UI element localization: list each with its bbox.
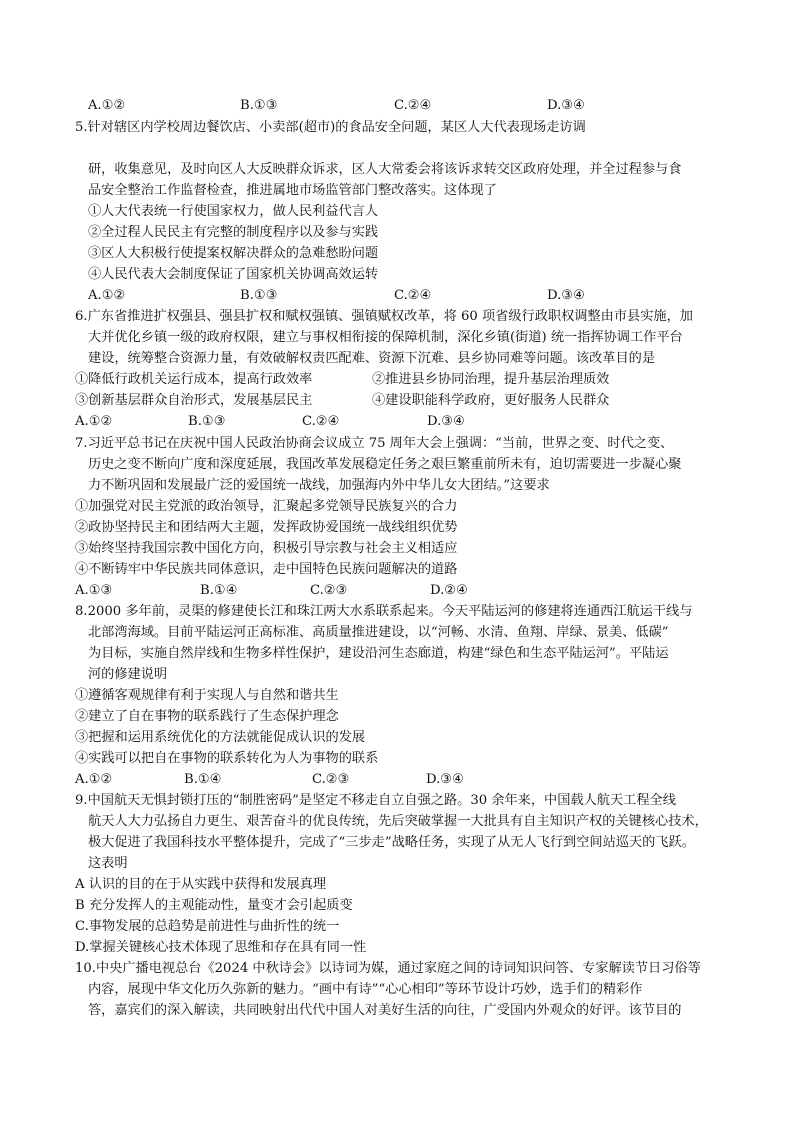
q8-statement: ④实践可以把自在事物的联系转化为人为事物的联系 [75,751,379,766]
q9-stem-line: 极大促进了我国科技水平整体提升，完成了“三步走”战略任务，实现了从无人飞行到空间站巡天的飞跃。 [88,835,695,850]
q8-option-d: D.③④ [426,772,464,787]
q5-statement: ④人民代表大会制度保证了国家机关协调高效运转 [88,267,379,282]
q6-stem-line: 6.广东省推进扩权强县、强县扩权和赋权强镇、强镇赋权改革，将 60 项省级行政职权调整由市县实施，加 [75,309,693,324]
q9-choice-d: D.掌握关键核心技术体现了思维和存在具有同一性 [75,940,367,955]
q4-option-d: D.③④ [547,98,585,113]
q5-stem-line: 研，收集意见，及时向区人大反映群众诉求，区人大常委会将该诉求转交区政府处理，并全过程参与食 [88,162,682,177]
q8-statement: ③把握和运用系统优化的方法就能促成认识的发展 [75,730,366,745]
q8-statement: ①遵循客观规律有利于实现人与自然和谐共生 [75,688,339,703]
q9-stem-line: 这表明 [88,856,128,871]
q9-stem-line: 9.中国航天无惧封锁打压的“制胜密码”是坚定不移走自立自强之路。30 余年来，中国载人航天工程全线 [75,793,676,808]
q8-option-c: C.②③ [312,772,350,787]
q5-option-b: B.①③ [240,288,278,303]
q6-statement: ③创新基层群众自治形式，发展基层民主 [75,393,313,408]
q5-option-a: A.①② [88,288,126,303]
q4-option-a: A.①② [88,98,126,113]
q10-stem-line: 10.中央广播电视总台《2024 中秋诗会》以诗词为媒，通过家庭之间的诗词知识问答、专家解读节日习俗等 [75,961,701,976]
q7-stem-line: 7.习近平总书记在庆祝中国人民政治协商会议成立 75 周年大会上强调：“当前，世界之变、时代之变、 [75,436,674,451]
q8-statement: ②建立了自在事物的联系践行了生态保护理念 [75,709,339,724]
q5-stem-line: 品安全整治工作监督检查，推进属地市场监管部门整改落实。这体现了 [88,183,497,198]
q8-option-b: B.①④ [184,772,222,787]
q7-option-c: C.②③ [310,583,348,598]
q6-stem-line: 大并优化乡镇一级的政府权限，建立与事权相衔接的保障机制，深化乡镇(街道) 统一指挥协调工作平台 [88,330,683,345]
q6-stem-line: 建设，统筹整合资源力量，有效破解权责匹配难、资源下沉难、县乡协同难等问题。该改革目的是 [88,351,656,366]
q9-choice-c: C.事物发展的总趋势是前进性与曲折性的统一 [75,919,340,934]
q6-statement: ①降低行政机关运行成本，提高行政效率 [75,372,313,387]
q8-stem-line: 8.2000 多年前，灵渠的修建使长江和珠江两大水系联系起来。今天平陆运河的修建将连通西江航运干线与 [75,604,693,619]
q4-option-b: B.①③ [240,98,278,113]
q9-choice-b: B 充分发挥人的主观能动性，量变才会引起质变 [75,898,353,913]
q8-stem-line: 河的修建说明 [88,667,168,682]
q7-stem-line: 历史之变不断向广度和深度延展，我国改革发展稳定任务之艰巨繁重前所未有，迫切需要进一步凝心聚 [88,457,682,472]
q7-stem-line: 力不断巩固和发展最广泛的爱国统一战线，加强海内外中华儿女大团结。”这要求 [88,478,550,493]
q5-stem-line: 5.针对辖区内学校周边餐饮店、小卖部(超市)的食品安全问题，某区人大代表现场走访调 [75,120,586,135]
q7-statement: ①加强党对民主党派的政治领导，汇聚起多党领导民族复兴的合力 [75,499,458,514]
q6-statement: ②推进县乡协同治理，提升基层治理质效 [372,372,610,387]
q5-option-d: D.③④ [547,288,585,303]
q5-statement: ②全过程人民民主有完整的制度程序以及参与实践 [88,225,379,240]
q7-statement: ③始终坚持我国宗教中国化方向，积极引导宗教与社会主义相适应 [75,541,458,556]
q7-statement: ④不断铸牢中华民族共同体意识，走中国特色民族问题解决的道路 [75,562,458,577]
q6-option-c: C.②④ [302,414,340,429]
q7-option-b: B.①④ [200,583,238,598]
q8-stem-line: 北部湾海域。目前平陆运河正高标准、高质量推进建设，以“河畅、水清、鱼翔、岸绿、景美、低碳” [88,625,669,640]
q8-option-a: A.①② [75,772,113,787]
q5-statement: ③区人大积极行使提案权解决群众的急难愁盼问题 [88,246,379,261]
q7-option-d: D.②④ [430,583,468,598]
q10-stem-line: 答，嘉宾们的深入解读，共同映射出代代中国人对美好生活的向往，广受国内外观众的好评。该节目的 [88,1003,682,1018]
q7-option-a: A.①③ [75,583,113,598]
q7-statement: ②政协坚持民主和团结两大主题，发挥政协爱国统一战线组织优势 [75,520,458,535]
q5-option-c: C.②④ [394,288,432,303]
q6-statement: ④建设职能科学政府，更好服务人民群众 [372,393,610,408]
q6-option-a: A.①② [75,414,113,429]
q9-choice-a: A 认识的目的在于从实践中获得和发展真理 [75,877,327,892]
q6-option-b: B.①③ [188,414,226,429]
q9-stem-line: 航天人大力弘扬自力更生、艰苦奋斗的优良传统，先后突破掌握一大批具有自主知识产权的关键核心技术， [88,814,708,829]
q4-option-c: C.②④ [394,98,432,113]
q6-option-d: D.③④ [427,414,465,429]
q5-statement: ①人大代表统一行使国家权力，做人民利益代言人 [88,204,379,219]
q8-stem-line: 为目标，实施自然岸线和生物多样性保护，建设沿河生态廊道，构建“绿色和生态平陆运河”。平陆运 [88,646,669,661]
q10-stem-line: 内容，展现中华文化历久弥新的魅力。“画中有诗”“心心相印”等环节设计巧妙，选手们的精彩作 [88,982,643,997]
